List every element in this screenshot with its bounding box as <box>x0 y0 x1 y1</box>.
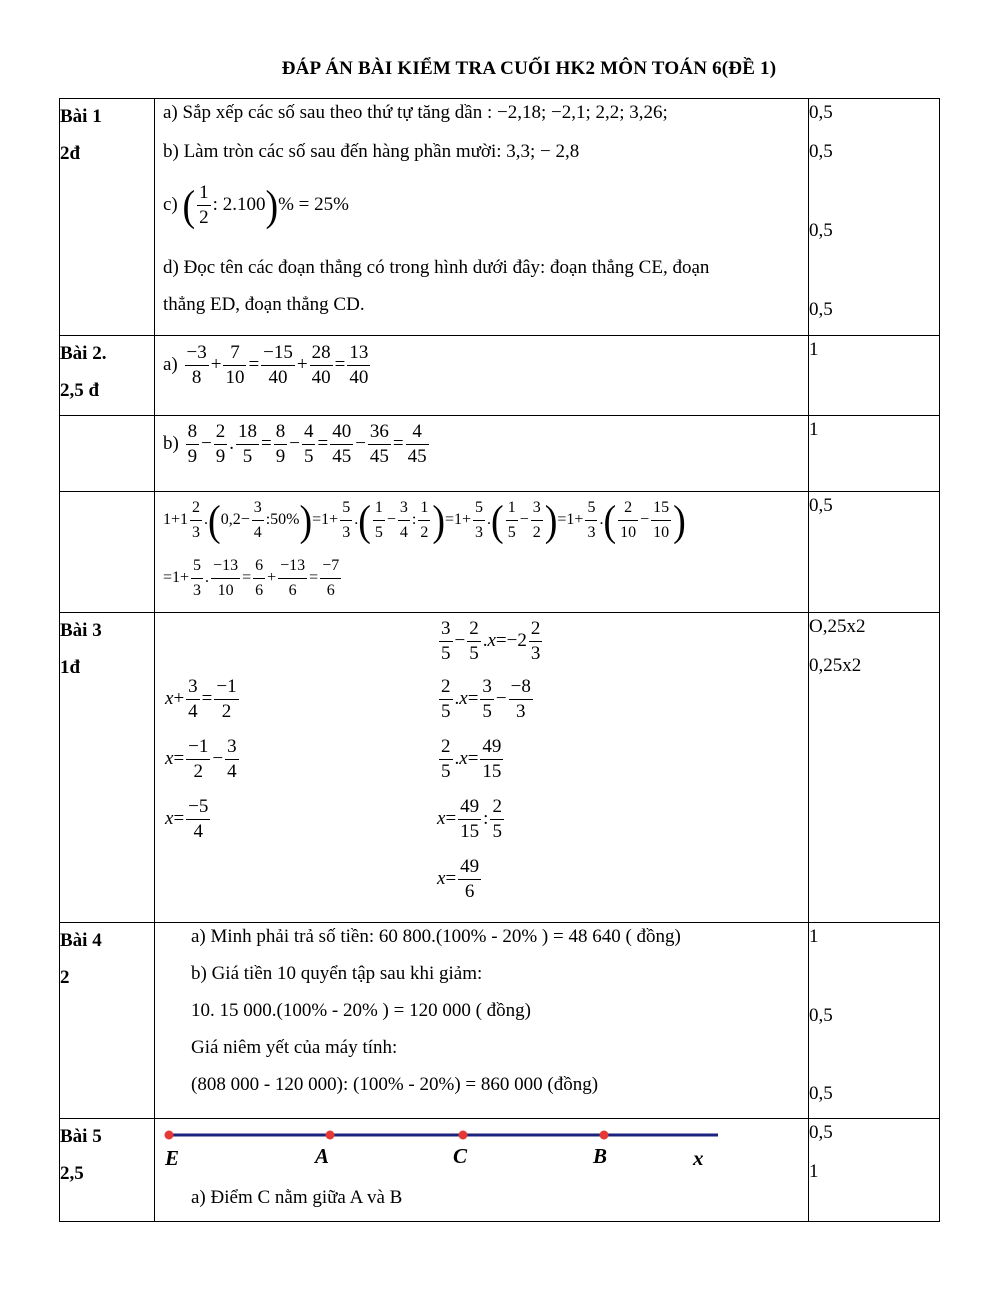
answer-formula: x= $\frac{49}{6}$ <box>437 856 480 902</box>
answer-text: d) Đọc tên các đoạn thẳng có trong hình dưới đây: đoạn thẳng CE, đoạn <box>163 257 710 278</box>
answer-formula: x= $\frac{-1}{2}$ − $\frac{3}{4}$ <box>165 736 237 782</box>
exercise-score: 2,5 đ <box>60 380 100 401</box>
exercise-label: Bài 1 <box>60 106 102 127</box>
ray-diagram <box>163 1123 733 1173</box>
score-value: 1 <box>809 339 819 360</box>
answer-formula: $\frac{2}{5}$ .x= $\frac{49}{15}$ <box>441 736 502 782</box>
page-title: ĐÁP ÁN BÀI KIỂM TRA CUỐI HK2 MÔN TOÁN 6(ĐỀ 1) <box>281 58 777 79</box>
score-value: 0,5 <box>809 1005 833 1026</box>
exercise-score: 2,5 <box>60 1163 84 1184</box>
answer-formula: a) $\frac{-3}{8}$ + $\frac{7}{10}$ = $\frac{-15}{40}$ + $\frac{28}{40}$ = $\frac{13}{40}$ <box>163 342 369 388</box>
exercise-label: Bài 4 <box>60 930 102 951</box>
exercise-score: 2đ <box>60 143 81 164</box>
answer-text: 10. 15 000.(100% - 20% ) = 120 000 ( đồng) <box>191 1000 532 1021</box>
answer-formula: $\frac{3}{5}$ − $\frac{2}{5}$ .x=−2 $\frac{2}{3}$ <box>441 618 541 664</box>
score-value: 1 <box>809 1161 819 1182</box>
point-b <box>600 1131 609 1140</box>
score-value: 0,5 <box>809 102 833 123</box>
answer-text: a) Sắp xếp các số sau theo thứ tự tăng dần : −2,18; −2,1; 2,2; 3,26; <box>163 102 668 123</box>
score-value: 0,5 <box>809 1122 833 1143</box>
answer-text: a) Minh phải trả số tiền: 60 800.(100% - 20% ) = 48 640 ( đồng) <box>191 926 681 947</box>
score-value: 0,5 <box>809 495 833 516</box>
point-a <box>326 1131 335 1140</box>
table-row <box>60 1119 940 1222</box>
answer-formula: =1+ $\frac{5}{3}$ . $\frac{-13}{10}$ = $\frac{6}{6}$ + $\frac{-13}{6}$ = $\frac{-7}{6}$ <box>163 554 343 603</box>
score-value: 0,5 <box>809 141 833 162</box>
point-c <box>459 1131 468 1140</box>
answer-formula: x+ $\frac{3}{4}$ = $\frac{-1}{2}$ <box>165 676 237 722</box>
answer-text: (808 000 - 120 000): (100% - 20%) = 860 000 (đồng) <box>191 1074 599 1095</box>
table-row <box>60 416 940 492</box>
answer-formula: $\frac{2}{5}$ .x= $\frac{3}{5}$ − $\frac{-8}{3}$ <box>441 676 531 722</box>
answer-table <box>59 98 940 1222</box>
score-value: 0,25x2 <box>809 655 862 676</box>
answer-text: a) Điểm C nằm giữa A và B <box>191 1187 403 1208</box>
answer-text: thẳng ED, đoạn thẳng CD. <box>163 294 365 315</box>
table-row <box>60 99 940 336</box>
point-label: A <box>315 1144 330 1168</box>
answer-text: b) Giá tiền 10 quyển tập sau khi giảm: <box>191 963 483 984</box>
exercise-label: Bài 3 <box>60 620 102 641</box>
exercise-label: Bài 5 <box>60 1126 102 1147</box>
answer-formula: x= $\frac{49}{15}$ : $\frac{2}{5}$ <box>437 796 502 842</box>
answer-formula: 1+1 $\frac{2}{3}$ .(0,2− $\frac{3}{4}$ :50%)=1+ $\frac{5}{3}$ .( $\frac{1}{5}$ − $\frac{3}{4}$ : $\frac{1}{2}$ )=1+ $\frac{5}{3}$ .( $\frac{1}{5}$ − $\frac{3}{2}$ )=1+ $\frac{5}{3}$ .( $\frac{2}{10}$ − $\frac{15}{10}$ ) <box>163 496 686 545</box>
answer-formula: b) $\frac{8}{9}$ − $\frac{2}{9}$ . $\frac{18}{5}$ = $\frac{8}{9}$ − $\frac{4}{5}$ = $\frac{40}{45}$ − $\frac{36}{45}$ = $\frac{4}{45}$ <box>163 421 427 467</box>
point-e <box>165 1131 174 1140</box>
answer-text: b) Làm tròn các số sau đến hàng phần mười: 3,3; − 2,8 <box>163 141 580 162</box>
table-row <box>60 492 940 613</box>
point-label: B <box>593 1144 608 1168</box>
score-value: O,25x2 <box>809 616 866 637</box>
ray-label: x <box>693 1146 704 1170</box>
score-value: 0,5 <box>809 220 833 241</box>
score-value: 0,5 <box>809 1083 833 1104</box>
table-row <box>60 613 940 923</box>
exercise-score: 1đ <box>60 657 81 678</box>
table-row <box>60 923 940 1119</box>
answer-formula: c) ( $\frac{1}{2}$ : 2.100)% = 25% <box>163 181 349 230</box>
exercise-score: 2 <box>60 967 70 988</box>
answer-formula: x= $\frac{-5}{4}$ <box>165 796 209 842</box>
point-label: E <box>165 1146 180 1170</box>
exercise-label: Bài 2. <box>60 343 107 364</box>
score-value: 1 <box>809 419 819 440</box>
table-row <box>60 336 940 416</box>
point-label: C <box>453 1144 468 1168</box>
score-value: 1 <box>809 926 819 947</box>
score-value: 0,5 <box>809 299 833 320</box>
answer-text: Giá niêm yết của máy tính: <box>191 1037 398 1058</box>
